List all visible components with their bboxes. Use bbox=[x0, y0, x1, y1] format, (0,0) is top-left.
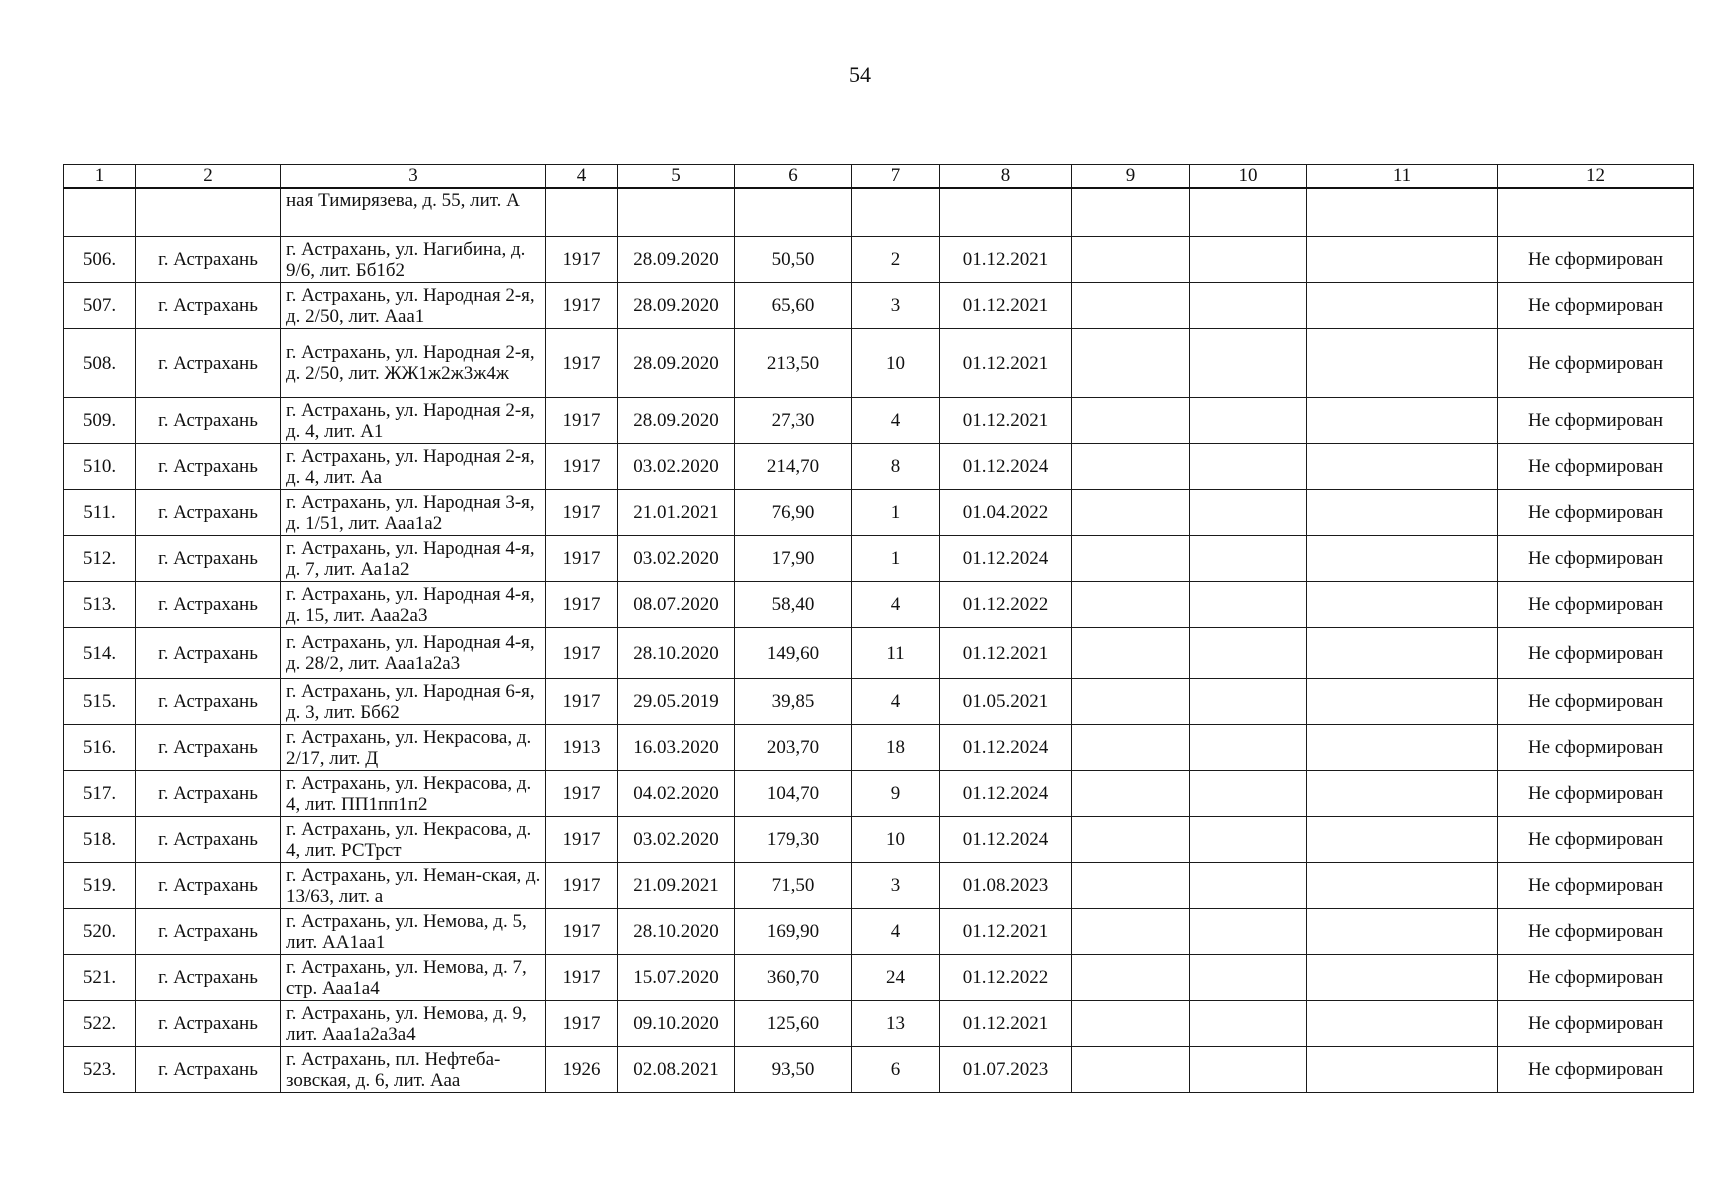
cell-col11 bbox=[1307, 444, 1498, 490]
table-row bbox=[64, 283, 1694, 329]
cell-deadline: 01.04.2022 bbox=[940, 490, 1072, 536]
cell-deadline: 01.12.2021 bbox=[940, 909, 1072, 955]
table-row bbox=[64, 679, 1694, 725]
cell-status: Не сформирован bbox=[1498, 817, 1694, 863]
cell-date: 28.10.2020 bbox=[618, 628, 735, 679]
cell-count: 4 bbox=[852, 679, 940, 725]
table-row bbox=[64, 1047, 1694, 1093]
column-header-11: 11 bbox=[1307, 165, 1498, 189]
cell-date: 04.02.2020 bbox=[618, 771, 735, 817]
cell-area: 360,70 bbox=[735, 955, 852, 1001]
table-row bbox=[64, 237, 1694, 283]
cell-area: 93,50 bbox=[735, 1047, 852, 1093]
cell-count: 3 bbox=[852, 863, 940, 909]
cell-status: Не сформирован bbox=[1498, 329, 1694, 398]
cell-city: г. Астрахань bbox=[136, 863, 281, 909]
cell-count: 10 bbox=[852, 329, 940, 398]
cell-area bbox=[735, 188, 852, 237]
column-header-1: 1 bbox=[64, 165, 136, 189]
cell-year: 1917 bbox=[546, 490, 618, 536]
cell-col9 bbox=[1072, 863, 1190, 909]
cell-area: 65,60 bbox=[735, 283, 852, 329]
cell-col9 bbox=[1072, 237, 1190, 283]
cell-status bbox=[1498, 188, 1694, 237]
cell-address: г. Астрахань, ул. Народная 6-я, д. 3, лит. Бб62 bbox=[281, 679, 546, 725]
cell-year: 1917 bbox=[546, 329, 618, 398]
cell-col9 bbox=[1072, 817, 1190, 863]
cell-address: г. Астрахань, ул. Народная 2-я, д. 2/50, лит. ЖЖ1ж2ж3ж4ж bbox=[281, 329, 546, 398]
cell-col9 bbox=[1072, 955, 1190, 1001]
column-header-5: 5 bbox=[618, 165, 735, 189]
cell-city: г. Астрахань bbox=[136, 582, 281, 628]
cell-year: 1913 bbox=[546, 725, 618, 771]
cell-date bbox=[618, 188, 735, 237]
cell-num: 510. bbox=[64, 444, 136, 490]
cell-status: Не сформирован bbox=[1498, 679, 1694, 725]
cell-col10 bbox=[1190, 955, 1307, 1001]
cell-col10 bbox=[1190, 444, 1307, 490]
cell-date: 03.02.2020 bbox=[618, 817, 735, 863]
cell-date: 08.07.2020 bbox=[618, 582, 735, 628]
housing-table bbox=[63, 164, 1694, 1093]
cell-col10 bbox=[1190, 725, 1307, 771]
cell-deadline: 01.12.2021 bbox=[940, 1001, 1072, 1047]
cell-area: 50,50 bbox=[735, 237, 852, 283]
column-header-8: 8 bbox=[940, 165, 1072, 189]
cell-col10 bbox=[1190, 329, 1307, 398]
column-header-7: 7 bbox=[852, 165, 940, 189]
cell-city: г. Астрахань bbox=[136, 1047, 281, 1093]
cell-address: г. Астрахань, ул. Народная 2-я, д. 4, лит. А1 bbox=[281, 398, 546, 444]
table-row bbox=[64, 444, 1694, 490]
cell-area: 213,50 bbox=[735, 329, 852, 398]
cell-date: 29.05.2019 bbox=[618, 679, 735, 725]
cell-city: г. Астрахань bbox=[136, 909, 281, 955]
cell-count: 10 bbox=[852, 817, 940, 863]
cell-num: 518. bbox=[64, 817, 136, 863]
cell-deadline: 01.12.2022 bbox=[940, 955, 1072, 1001]
column-header-3: 3 bbox=[281, 165, 546, 189]
header-row bbox=[64, 165, 1694, 189]
cell-address: г. Астрахань, ул. Неман-ская, д. 13/63, лит. а bbox=[281, 863, 546, 909]
cell-year: 1917 bbox=[546, 679, 618, 725]
cell-deadline: 01.07.2023 bbox=[940, 1047, 1072, 1093]
table-body bbox=[64, 188, 1694, 1093]
cell-address: г. Астрахань, ул. Народная 3-я, д. 1/51, лит. Ааа1а2 bbox=[281, 490, 546, 536]
cell-col10 bbox=[1190, 771, 1307, 817]
cell-num: 516. bbox=[64, 725, 136, 771]
cell-col9 bbox=[1072, 188, 1190, 237]
cell-col11 bbox=[1307, 909, 1498, 955]
cell-address: г. Астрахань, ул. Некрасова, д. 4, лит. РСТрст bbox=[281, 817, 546, 863]
cell-count: 4 bbox=[852, 582, 940, 628]
cell-city: г. Астрахань bbox=[136, 444, 281, 490]
cell-col10 bbox=[1190, 237, 1307, 283]
cell-num: 517. bbox=[64, 771, 136, 817]
cell-year: 1917 bbox=[546, 955, 618, 1001]
cell-col11 bbox=[1307, 329, 1498, 398]
table-row bbox=[64, 725, 1694, 771]
cell-col10 bbox=[1190, 1001, 1307, 1047]
cell-year bbox=[546, 188, 618, 237]
cell-col9 bbox=[1072, 283, 1190, 329]
table-row bbox=[64, 628, 1694, 679]
cell-col9 bbox=[1072, 444, 1190, 490]
cell-col10 bbox=[1190, 909, 1307, 955]
cell-year: 1917 bbox=[546, 909, 618, 955]
cell-deadline: 01.12.2022 bbox=[940, 582, 1072, 628]
cell-city: г. Астрахань bbox=[136, 679, 281, 725]
cell-deadline: 01.05.2021 bbox=[940, 679, 1072, 725]
cell-area: 17,90 bbox=[735, 536, 852, 582]
cell-count: 11 bbox=[852, 628, 940, 679]
cell-num: 522. bbox=[64, 1001, 136, 1047]
cell-date: 21.01.2021 bbox=[618, 490, 735, 536]
cell-area: 39,85 bbox=[735, 679, 852, 725]
cell-address: г. Астрахань, ул. Некрасова, д. 2/17, лит. Д bbox=[281, 725, 546, 771]
cell-city: г. Астрахань bbox=[136, 817, 281, 863]
cell-num: 515. bbox=[64, 679, 136, 725]
table-row bbox=[64, 771, 1694, 817]
cell-col9 bbox=[1072, 628, 1190, 679]
cell-year: 1917 bbox=[546, 771, 618, 817]
cell-deadline: 01.12.2024 bbox=[940, 771, 1072, 817]
cell-status: Не сформирован bbox=[1498, 490, 1694, 536]
cell-deadline: 01.12.2024 bbox=[940, 817, 1072, 863]
cell-count: 4 bbox=[852, 909, 940, 955]
cell-col11 bbox=[1307, 188, 1498, 237]
cell-num bbox=[64, 188, 136, 237]
cell-num: 509. bbox=[64, 398, 136, 444]
cell-city: г. Астрахань bbox=[136, 628, 281, 679]
cell-date: 28.09.2020 bbox=[618, 283, 735, 329]
cell-col10 bbox=[1190, 863, 1307, 909]
cell-year: 1917 bbox=[546, 582, 618, 628]
cell-count: 24 bbox=[852, 955, 940, 1001]
cell-date: 15.07.2020 bbox=[618, 955, 735, 1001]
cell-year: 1917 bbox=[546, 444, 618, 490]
cell-col10 bbox=[1190, 283, 1307, 329]
cell-status: Не сформирован bbox=[1498, 444, 1694, 490]
cell-col9 bbox=[1072, 582, 1190, 628]
cell-deadline: 01.12.2024 bbox=[940, 725, 1072, 771]
cell-city: г. Астрахань bbox=[136, 490, 281, 536]
cell-city bbox=[136, 188, 281, 237]
cell-count: 1 bbox=[852, 536, 940, 582]
cell-date: 03.02.2020 bbox=[618, 444, 735, 490]
cell-city: г. Астрахань bbox=[136, 283, 281, 329]
cell-year: 1917 bbox=[546, 536, 618, 582]
table-row bbox=[64, 329, 1694, 398]
cell-area: 169,90 bbox=[735, 909, 852, 955]
cell-address: г. Астрахань, ул. Немова, д. 5, лит. АА1аа1 bbox=[281, 909, 546, 955]
cell-num: 506. bbox=[64, 237, 136, 283]
cell-area: 214,70 bbox=[735, 444, 852, 490]
table-row bbox=[64, 582, 1694, 628]
cell-col9 bbox=[1072, 725, 1190, 771]
cell-status: Не сформирован bbox=[1498, 863, 1694, 909]
cell-deadline bbox=[940, 188, 1072, 237]
cell-address: г. Астрахань, пл. Нефтеба-зовская, д. 6, лит. Ааа bbox=[281, 1047, 546, 1093]
page-number: 54 bbox=[849, 62, 871, 87]
cell-col11 bbox=[1307, 398, 1498, 444]
cell-col11 bbox=[1307, 536, 1498, 582]
cell-address: г. Астрахань, ул. Немова, д. 7, стр. Ааа1а4 bbox=[281, 955, 546, 1001]
cell-num: 512. bbox=[64, 536, 136, 582]
cell-num: 513. bbox=[64, 582, 136, 628]
cell-count: 6 bbox=[852, 1047, 940, 1093]
cell-count: 1 bbox=[852, 490, 940, 536]
table-row bbox=[64, 817, 1694, 863]
cell-year: 1917 bbox=[546, 398, 618, 444]
cell-date: 28.09.2020 bbox=[618, 237, 735, 283]
cell-count: 8 bbox=[852, 444, 940, 490]
cell-address: ная Тимирязева, д. 55, лит. А bbox=[281, 188, 546, 237]
cell-address: г. Астрахань, ул. Нагибина, д. 9/6, лит. Бб1б2 bbox=[281, 237, 546, 283]
cell-status: Не сформирован bbox=[1498, 725, 1694, 771]
cell-col9 bbox=[1072, 1001, 1190, 1047]
cell-address: г. Астрахань, ул. Народная 4-я, д. 15, лит. Ааа2а3 bbox=[281, 582, 546, 628]
cell-num: 514. bbox=[64, 628, 136, 679]
cell-address: г. Астрахань, ул. Народная 4-я, д. 28/2, лит. Ааа1а2а3 bbox=[281, 628, 546, 679]
cell-col11 bbox=[1307, 1001, 1498, 1047]
cell-area: 76,90 bbox=[735, 490, 852, 536]
cell-date: 03.02.2020 bbox=[618, 536, 735, 582]
cell-status: Не сформирован bbox=[1498, 771, 1694, 817]
cell-col10 bbox=[1190, 817, 1307, 863]
cell-address: г. Астрахань, ул. Народная 2-я, д. 4, лит. Аа bbox=[281, 444, 546, 490]
cell-status: Не сформирован bbox=[1498, 909, 1694, 955]
cell-status: Не сформирован bbox=[1498, 1001, 1694, 1047]
cell-col11 bbox=[1307, 582, 1498, 628]
cell-city: г. Астрахань bbox=[136, 1001, 281, 1047]
cell-col11 bbox=[1307, 863, 1498, 909]
cell-status: Не сформирован bbox=[1498, 582, 1694, 628]
cell-status: Не сформирован bbox=[1498, 628, 1694, 679]
cell-deadline: 01.12.2021 bbox=[940, 628, 1072, 679]
cell-deadline: 01.12.2024 bbox=[940, 444, 1072, 490]
cell-count: 4 bbox=[852, 398, 940, 444]
cell-col11 bbox=[1307, 237, 1498, 283]
table-row bbox=[64, 1001, 1694, 1047]
cell-num: 511. bbox=[64, 490, 136, 536]
cell-date: 21.09.2021 bbox=[618, 863, 735, 909]
cell-deadline: 01.12.2021 bbox=[940, 329, 1072, 398]
cell-col10 bbox=[1190, 582, 1307, 628]
cell-date: 28.10.2020 bbox=[618, 909, 735, 955]
cell-area: 179,30 bbox=[735, 817, 852, 863]
cell-col9 bbox=[1072, 329, 1190, 398]
column-header-12: 12 bbox=[1498, 165, 1694, 189]
cell-count: 9 bbox=[852, 771, 940, 817]
cell-date: 02.08.2021 bbox=[618, 1047, 735, 1093]
cell-status: Не сформирован bbox=[1498, 1047, 1694, 1093]
cell-col9 bbox=[1072, 536, 1190, 582]
cell-year: 1926 bbox=[546, 1047, 618, 1093]
cell-num: 519. bbox=[64, 863, 136, 909]
cell-area: 58,40 bbox=[735, 582, 852, 628]
cell-count: 3 bbox=[852, 283, 940, 329]
cell-status: Не сформирован bbox=[1498, 536, 1694, 582]
cell-col10 bbox=[1190, 536, 1307, 582]
cell-count: 18 bbox=[852, 725, 940, 771]
table-row bbox=[64, 398, 1694, 444]
cell-deadline: 01.12.2021 bbox=[940, 283, 1072, 329]
cell-col11 bbox=[1307, 771, 1498, 817]
column-header-10: 10 bbox=[1190, 165, 1307, 189]
cell-col10 bbox=[1190, 1047, 1307, 1093]
cell-col11 bbox=[1307, 490, 1498, 536]
cell-deadline: 01.12.2024 bbox=[940, 536, 1072, 582]
table-row bbox=[64, 536, 1694, 582]
table-row bbox=[64, 863, 1694, 909]
cell-deadline: 01.12.2021 bbox=[940, 237, 1072, 283]
cell-col11 bbox=[1307, 283, 1498, 329]
cell-area: 149,60 bbox=[735, 628, 852, 679]
cell-col9 bbox=[1072, 771, 1190, 817]
cell-status: Не сформирован bbox=[1498, 237, 1694, 283]
cell-city: г. Астрахань bbox=[136, 329, 281, 398]
cell-count bbox=[852, 188, 940, 237]
table-header bbox=[64, 165, 1694, 189]
cell-date: 28.09.2020 bbox=[618, 398, 735, 444]
cell-city: г. Астрахань bbox=[136, 536, 281, 582]
cell-col10 bbox=[1190, 188, 1307, 237]
cell-area: 104,70 bbox=[735, 771, 852, 817]
cell-year: 1917 bbox=[546, 283, 618, 329]
table-row bbox=[64, 490, 1694, 536]
cell-area: 27,30 bbox=[735, 398, 852, 444]
cell-date: 28.09.2020 bbox=[618, 329, 735, 398]
cell-col11 bbox=[1307, 817, 1498, 863]
cell-address: г. Астрахань, ул. Немова, д. 9, лит. Ааа1а2а3а4 bbox=[281, 1001, 546, 1047]
cell-col11 bbox=[1307, 955, 1498, 1001]
cell-date: 09.10.2020 bbox=[618, 1001, 735, 1047]
cell-status: Не сформирован bbox=[1498, 283, 1694, 329]
cell-col10 bbox=[1190, 679, 1307, 725]
cell-num: 523. bbox=[64, 1047, 136, 1093]
cell-area: 71,50 bbox=[735, 863, 852, 909]
cell-col10 bbox=[1190, 628, 1307, 679]
cell-num: 508. bbox=[64, 329, 136, 398]
cell-deadline: 01.08.2023 bbox=[940, 863, 1072, 909]
cell-col11 bbox=[1307, 679, 1498, 725]
cell-col11 bbox=[1307, 1047, 1498, 1093]
cell-num: 521. bbox=[64, 955, 136, 1001]
cell-city: г. Астрахань bbox=[136, 398, 281, 444]
continuation-row bbox=[64, 188, 1694, 237]
column-header-4: 4 bbox=[546, 165, 618, 189]
cell-col9 bbox=[1072, 909, 1190, 955]
cell-col9 bbox=[1072, 1047, 1190, 1093]
cell-city: г. Астрахань bbox=[136, 725, 281, 771]
table-row bbox=[64, 955, 1694, 1001]
cell-city: г. Астрахань bbox=[136, 771, 281, 817]
column-header-9: 9 bbox=[1072, 165, 1190, 189]
cell-area: 203,70 bbox=[735, 725, 852, 771]
cell-city: г. Астрахань bbox=[136, 237, 281, 283]
cell-city: г. Астрахань bbox=[136, 955, 281, 1001]
cell-address: г. Астрахань, ул. Некрасова, д. 4, лит. ПП1пп1п2 bbox=[281, 771, 546, 817]
cell-num: 507. bbox=[64, 283, 136, 329]
cell-count: 2 bbox=[852, 237, 940, 283]
cell-status: Не сформирован bbox=[1498, 398, 1694, 444]
cell-col9 bbox=[1072, 490, 1190, 536]
cell-year: 1917 bbox=[546, 237, 618, 283]
cell-col9 bbox=[1072, 398, 1190, 444]
cell-col10 bbox=[1190, 490, 1307, 536]
cell-year: 1917 bbox=[546, 817, 618, 863]
cell-address: г. Астрахань, ул. Народная 2-я, д. 2/50, лит. Ааа1 bbox=[281, 283, 546, 329]
cell-area: 125,60 bbox=[735, 1001, 852, 1047]
cell-col11 bbox=[1307, 725, 1498, 771]
cell-count: 13 bbox=[852, 1001, 940, 1047]
cell-year: 1917 bbox=[546, 1001, 618, 1047]
cell-year: 1917 bbox=[546, 628, 618, 679]
column-header-6: 6 bbox=[735, 165, 852, 189]
cell-col9 bbox=[1072, 679, 1190, 725]
cell-address: г. Астрахань, ул. Народная 4-я, д. 7, лит. Аа1а2 bbox=[281, 536, 546, 582]
cell-num: 520. bbox=[64, 909, 136, 955]
cell-status: Не сформирован bbox=[1498, 955, 1694, 1001]
cell-deadline: 01.12.2021 bbox=[940, 398, 1072, 444]
cell-date: 16.03.2020 bbox=[618, 725, 735, 771]
table-row bbox=[64, 909, 1694, 955]
column-header-2: 2 bbox=[136, 165, 281, 189]
cell-year: 1917 bbox=[546, 863, 618, 909]
cell-col10 bbox=[1190, 398, 1307, 444]
cell-col11 bbox=[1307, 628, 1498, 679]
